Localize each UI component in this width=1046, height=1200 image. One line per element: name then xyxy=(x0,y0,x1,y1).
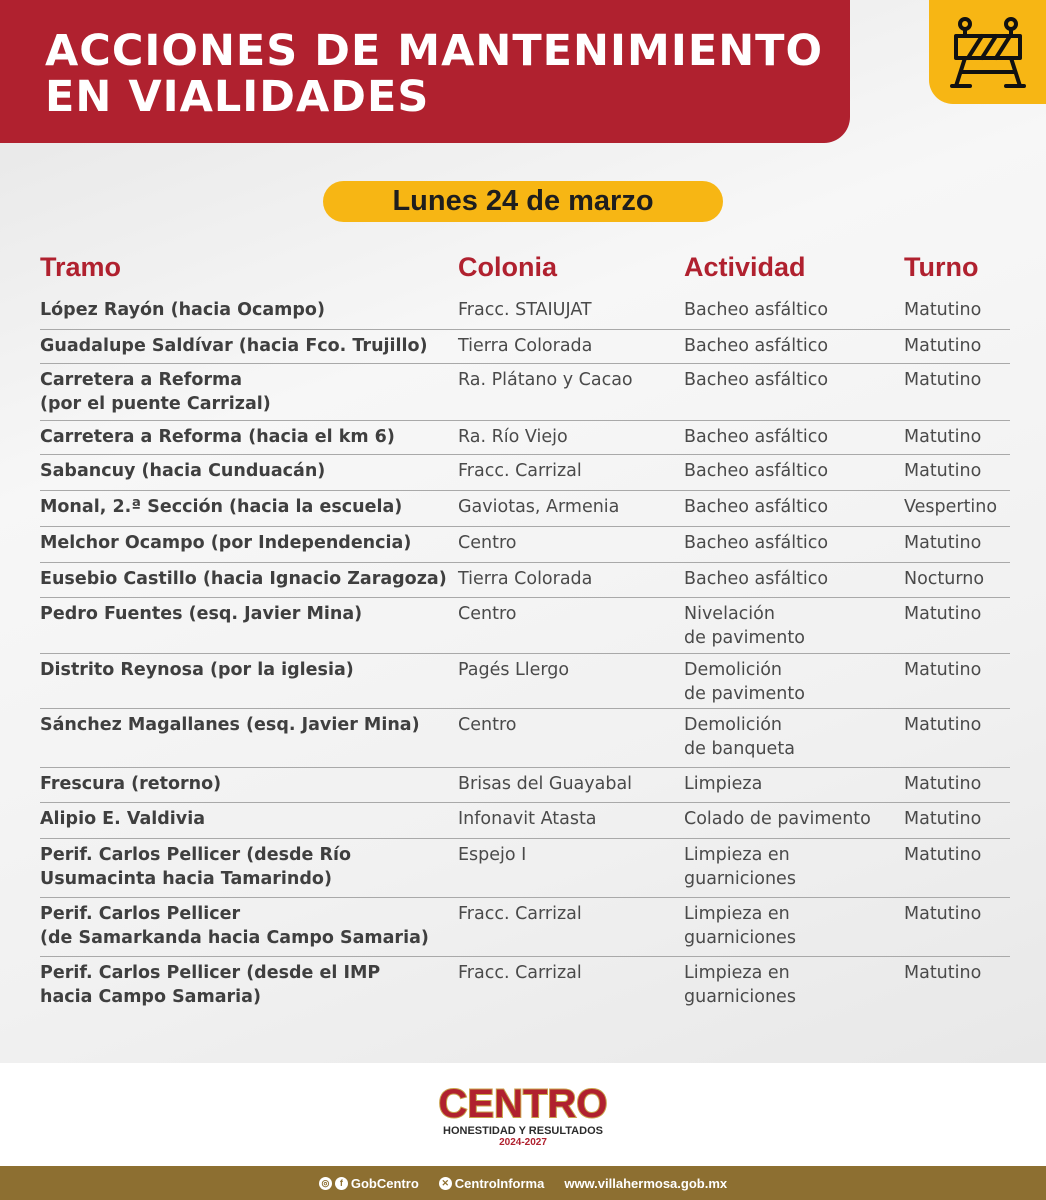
table-row xyxy=(40,294,1010,330)
facebook-icon: f xyxy=(335,1177,348,1190)
logo-years: 2024-2027 xyxy=(499,1137,547,1148)
cell-actividad: Colado de pavimento xyxy=(684,809,871,829)
cell-turno: Matutino xyxy=(904,461,982,481)
social-centroinforma[interactable] xyxy=(439,1176,545,1191)
cell-tramo: Carretera a Reforma (por el puente Carrizal) xyxy=(40,370,271,414)
cell-turno: Matutino xyxy=(904,774,982,794)
cell-actividad: Bacheo asfáltico xyxy=(684,569,829,589)
cell-actividad: Bacheo asfáltico xyxy=(684,533,829,553)
social-gobcentro-label: GobCentro xyxy=(350,1175,419,1191)
table-header xyxy=(40,252,1010,288)
footer-bar xyxy=(0,1166,1046,1200)
cell-colonia: Ra. Río Viejo xyxy=(458,427,568,447)
table-row xyxy=(40,654,1010,709)
cell-colonia: Fracc. Carrizal xyxy=(458,904,582,924)
table-row xyxy=(40,768,1010,803)
table-row xyxy=(40,957,1010,1013)
cell-actividad: Bacheo asfáltico xyxy=(684,370,829,390)
table-row xyxy=(40,330,1010,364)
header-actividad: Actividad xyxy=(684,252,806,282)
maintenance-table xyxy=(40,294,1010,1013)
table-row xyxy=(40,455,1010,491)
cell-actividad: Bacheo asfáltico xyxy=(684,336,829,356)
logo-name: CENTRO xyxy=(438,1082,608,1126)
logo-tagline: HONESTIDAD Y RESULTADOS xyxy=(443,1125,603,1137)
header-tramo: Tramo xyxy=(40,252,122,282)
cell-actividad: Limpieza en guarniciones xyxy=(684,845,796,889)
instagram-icon: ◎ xyxy=(319,1177,332,1190)
centro-logo xyxy=(0,1083,1046,1148)
cell-colonia: Fracc. Carrizal xyxy=(458,963,582,983)
table-row xyxy=(40,803,1010,839)
cell-turno: Matutino xyxy=(904,963,982,983)
website-link[interactable]: www.villahermosa.gob.mx xyxy=(564,1175,728,1191)
cell-colonia: Espejo I xyxy=(458,845,527,865)
cell-turno: Matutino xyxy=(904,845,982,865)
cell-turno: Matutino xyxy=(904,715,982,735)
header-colonia: Colonia xyxy=(458,252,557,282)
table-row xyxy=(40,598,1010,654)
table-row xyxy=(40,527,1010,563)
cell-actividad: Bacheo asfáltico xyxy=(684,427,829,447)
table-row xyxy=(40,491,1010,527)
cell-tramo: Carretera a Reforma (hacia el km 6) xyxy=(40,427,395,447)
cell-actividad: Demolición de pavimento xyxy=(684,660,805,704)
cell-colonia: Centro xyxy=(458,533,517,553)
cell-colonia: Fracc. STAIUJAT xyxy=(458,300,592,320)
cell-actividad: Demolición de banqueta xyxy=(684,715,795,759)
cell-tramo: Perif. Carlos Pellicer (desde el IMP hacia Campo Samaria) xyxy=(40,963,381,1007)
road-barrier-icon xyxy=(950,14,1026,90)
cell-actividad: Limpieza en guarniciones xyxy=(684,904,796,948)
cell-tramo: Alipio E. Valdivia xyxy=(40,809,206,829)
cell-actividad: Bacheo asfáltico xyxy=(684,300,829,320)
cell-colonia: Tierra Colorada xyxy=(458,336,593,356)
table-row xyxy=(40,364,1010,421)
cell-actividad: Limpieza en guarniciones xyxy=(684,963,796,1007)
cell-colonia: Pagés Llergo xyxy=(458,660,570,680)
table-row xyxy=(40,839,1010,898)
cell-colonia: Ra. Plátano y Cacao xyxy=(458,370,633,390)
table-row xyxy=(40,709,1010,768)
cell-tramo: Eusebio Castillo (hacia Ignacio Zaragoza) xyxy=(40,569,447,589)
social-gobcentro[interactable] xyxy=(319,1176,419,1191)
cell-tramo: Sabancuy (hacia Cunduacán) xyxy=(40,461,326,481)
cell-tramo: Pedro Fuentes (esq. Javier Mina) xyxy=(40,604,363,624)
page-title-line-2: EN VIALIDADES xyxy=(45,72,430,122)
header-turno: Turno xyxy=(904,252,979,282)
cell-colonia: Fracc. Carrizal xyxy=(458,461,582,481)
table-row xyxy=(40,898,1010,957)
cell-tramo: López Rayón (hacia Ocampo) xyxy=(40,300,325,320)
cell-turno: Matutino xyxy=(904,427,982,447)
cell-turno: Matutino xyxy=(904,533,982,553)
cell-tramo: Distrito Reynosa (por la iglesia) xyxy=(40,660,354,680)
date-pill: Lunes 24 de marzo xyxy=(323,181,723,222)
title-banner xyxy=(0,0,850,143)
table-row xyxy=(40,421,1010,455)
cell-turno: Matutino xyxy=(904,300,982,320)
cell-tramo: Sánchez Magallanes (esq. Javier Mina) xyxy=(40,715,420,735)
cell-colonia: Gaviotas, Armenia xyxy=(458,497,620,517)
cell-tramo: Monal, 2.ª Sección (hacia la escuela) xyxy=(40,497,403,517)
page-title-line-1: ACCIONES DE MANTENIMIENTO xyxy=(45,26,824,76)
cell-tramo: Melchor Ocampo (por Independencia) xyxy=(40,533,412,553)
cell-turno: Matutino xyxy=(904,809,982,829)
cell-turno: Vespertino xyxy=(904,497,998,517)
cell-colonia: Brisas del Guayabal xyxy=(458,774,633,794)
cell-colonia: Centro xyxy=(458,604,517,624)
table-row xyxy=(40,563,1010,598)
cell-actividad: Bacheo asfáltico xyxy=(684,461,829,481)
cell-turno: Matutino xyxy=(904,370,982,390)
cell-colonia: Centro xyxy=(458,715,517,735)
cell-actividad: Nivelación de pavimento xyxy=(684,604,805,648)
cell-turno: Matutino xyxy=(904,660,982,680)
social-centroinforma-label: CentroInforma xyxy=(454,1175,545,1191)
icon-box xyxy=(929,0,1046,104)
cell-actividad: Bacheo asfáltico xyxy=(684,497,829,517)
cell-turno: Matutino xyxy=(904,904,982,924)
x-icon: ✕ xyxy=(439,1177,452,1190)
cell-tramo: Frescura (retorno) xyxy=(40,774,222,794)
cell-colonia: Tierra Colorada xyxy=(458,569,593,589)
cell-tramo: Perif. Carlos Pellicer (de Samarkanda hacia Campo Samaria) xyxy=(40,904,429,948)
cell-turno: Matutino xyxy=(904,604,982,624)
cell-tramo: Perif. Carlos Pellicer (desde Río Usumacinta hacia Tamarindo) xyxy=(40,845,351,889)
cell-actividad: Limpieza xyxy=(684,774,763,794)
cell-turno: Matutino xyxy=(904,336,982,356)
cell-colonia: Infonavit Atasta xyxy=(458,809,597,829)
cell-turno: Nocturno xyxy=(904,569,985,589)
cell-tramo: Guadalupe Saldívar (hacia Fco. Trujillo) xyxy=(40,336,428,356)
